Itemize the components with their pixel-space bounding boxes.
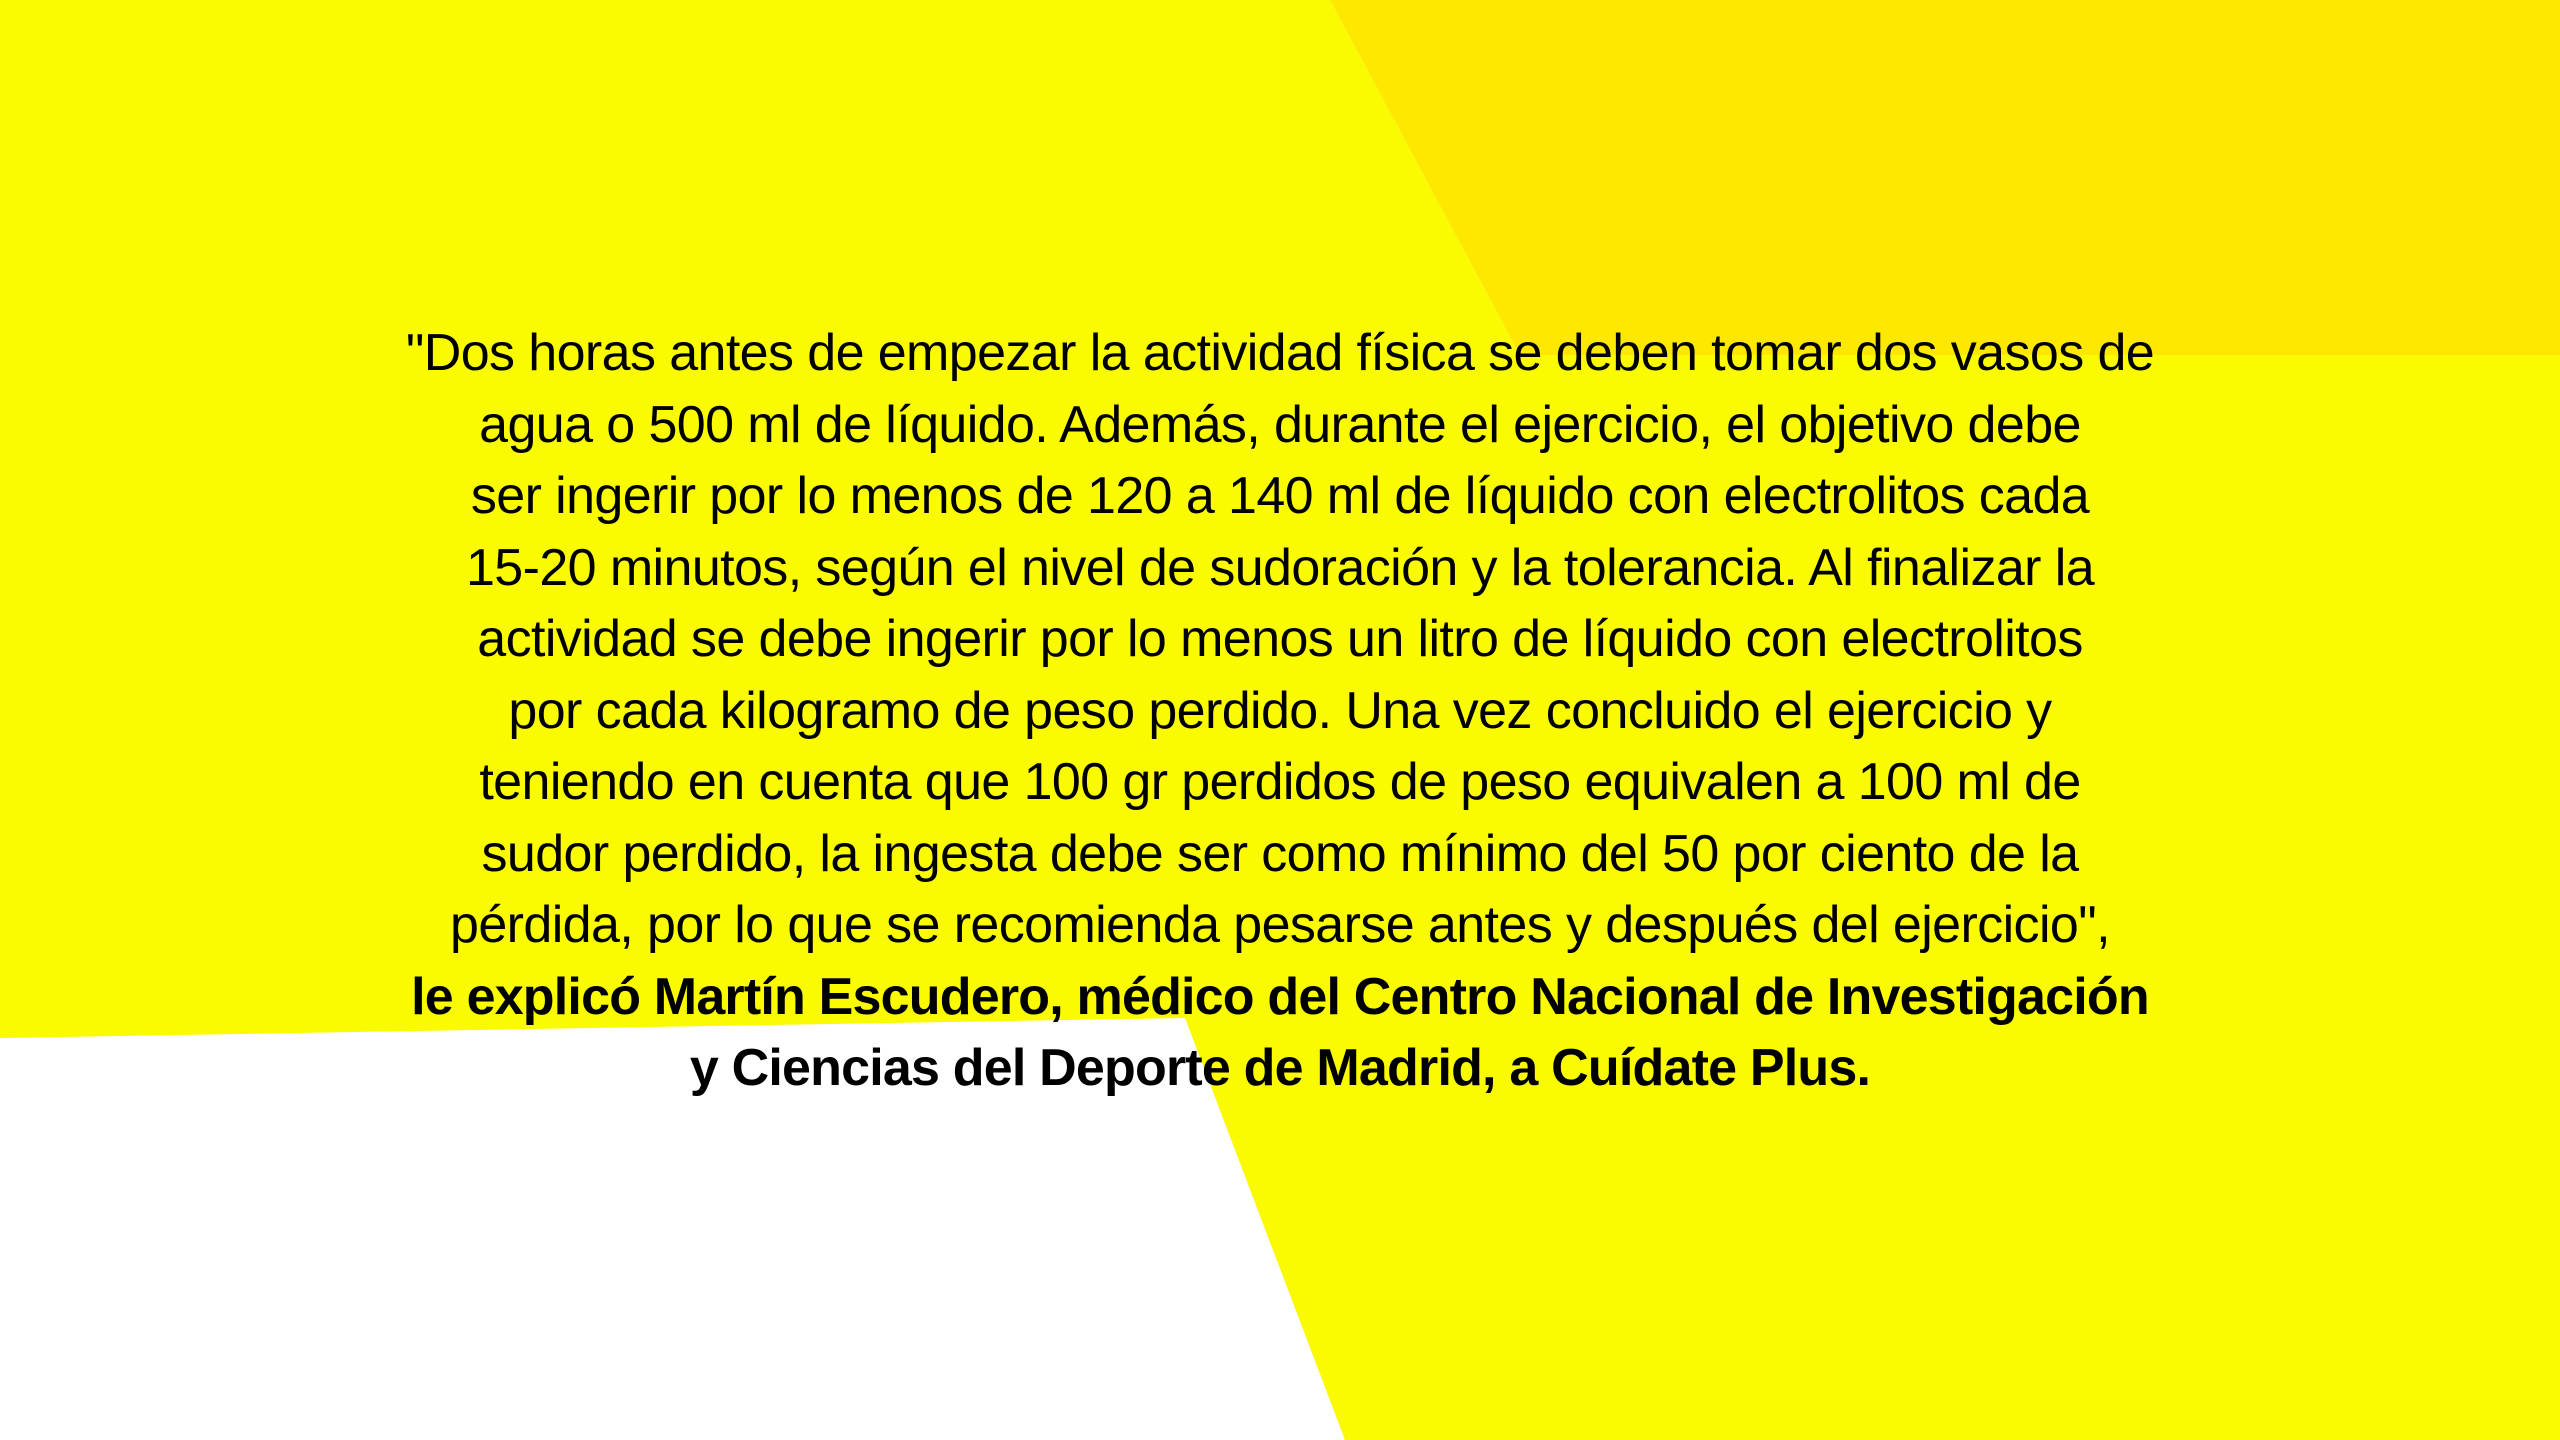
attribution-line: y Ciencias del Deporte de Madrid, a Cuídate Plus. xyxy=(689,1039,1871,1097)
attribution-line: le explicó Martín Escudero, médico del Centro Nacional de Investigación xyxy=(411,967,2149,1026)
quote-line: ser ingerir por lo menos de 120 a 140 ml de líquido con electrolitos cada xyxy=(470,467,2090,525)
quote-line: sudor perdido, la ingesta debe ser como mínimo del 50 por ciento de la xyxy=(481,824,2079,883)
yellow-warm-shape xyxy=(1330,0,2560,355)
quote-block xyxy=(350,318,2210,1105)
quote-line: actividad se debe ingerir por lo menos un litro de líquido con electrolitos xyxy=(477,610,2083,668)
quote-line: "Dos horas antes de empezar la actividad física se deben tomar dos vasos de xyxy=(405,324,2155,382)
quote-line: 15-20 minutos, según el nivel de sudoración y la tolerancia. Al finalizar la xyxy=(465,538,2095,597)
quote-line: por cada kilogramo de peso perdido. Una vez concluido el ejercicio y xyxy=(508,681,2052,740)
quote-line: pérdida, por lo que se recomienda pesarse antes y después del ejercicio", xyxy=(450,896,2110,954)
quote-line: agua o 500 ml de líquido. Además, durante el ejercicio, el objetivo debe xyxy=(479,395,2081,454)
quote-line: teniendo en cuenta que 100 gr perdidos de peso equivalen a 100 ml de xyxy=(479,753,2081,811)
